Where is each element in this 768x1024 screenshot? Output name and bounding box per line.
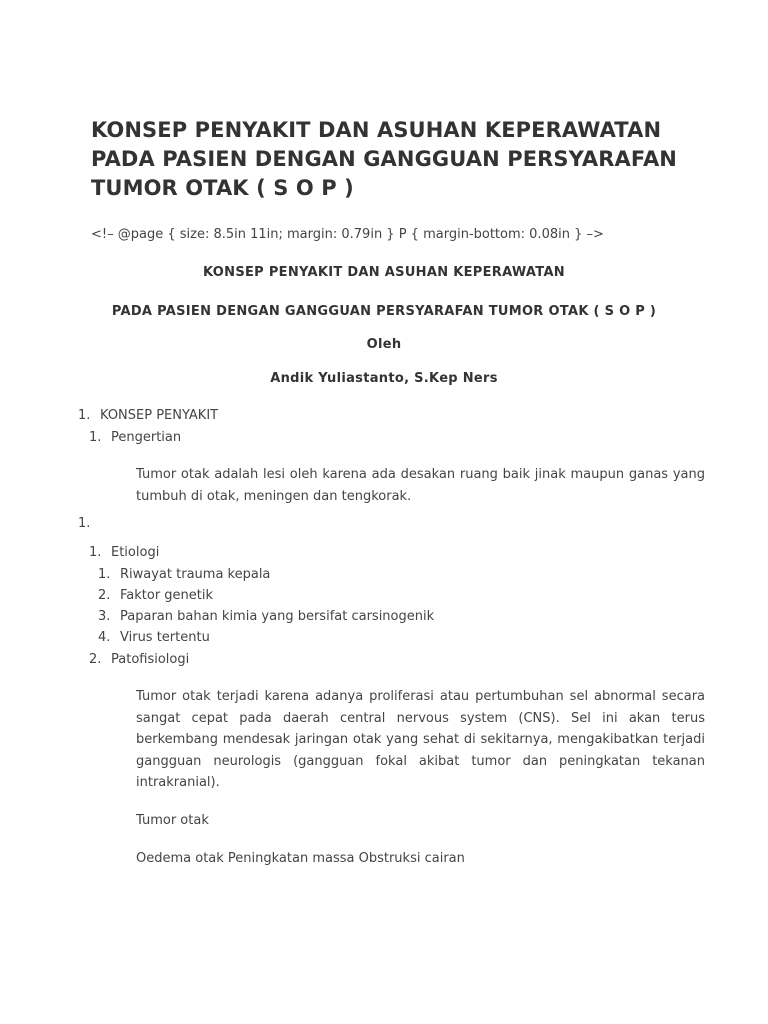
etiologi-item — [98, 627, 210, 648]
list-item-patofisiologi — [89, 649, 189, 670]
oedema-line: Oedema otak Peningkatan massa Obstruksi cairan — [136, 851, 465, 866]
list-label: Etiologi — [111, 545, 160, 560]
list-number: 1. — [78, 408, 91, 423]
list-item-empty — [78, 513, 100, 534]
byline-oleh: Oleh — [366, 337, 402, 352]
author-name: Andik Yuliastanto, S.Kep Ners — [270, 371, 498, 386]
heading-pasien: PADA PASIEN DENGAN GANGGUAN PERSYARAFAN TUMOR OTAK ( S O P ) — [111, 304, 657, 319]
list-number: 4. — [98, 630, 111, 645]
list-number: 2. — [98, 588, 111, 603]
etiologi-item — [98, 606, 434, 627]
tumor-otak-label: Tumor otak — [136, 813, 209, 828]
etiologi-item — [98, 585, 213, 606]
list-number: 3. — [98, 609, 111, 624]
title-line-1: KONSEP PENYAKIT DAN ASUHAN KEPERAWATAN — [91, 118, 662, 142]
list-label: Faktor genetik — [120, 588, 214, 603]
heading-konsep: KONSEP PENYAKIT DAN ASUHAN KEPERAWATAN — [203, 265, 565, 280]
list-item-etiologi — [89, 542, 159, 563]
list-label: Riwayat trauma kepala — [120, 567, 271, 582]
list-label: Paparan bahan kimia yang bersifat carsinogenik — [120, 609, 435, 624]
list-number: 1. — [78, 516, 91, 531]
list-number: 2. — [89, 652, 102, 667]
list-label: Patofisiologi — [111, 652, 190, 667]
list-item-konsep-penyakit — [78, 405, 218, 426]
document-title — [91, 116, 711, 203]
title-line-3: TUMOR OTAK ( S O P ) — [91, 176, 354, 200]
css-comment-text: <!– @page { size: 8.5in 11in; margin: 0.79in } P { margin-bottom: 0.08in } –> — [91, 227, 604, 242]
title-line-2: PADA PASIEN DENGAN GANGGUAN PERSYARAFAN — [91, 147, 677, 171]
list-number: 1. — [89, 545, 102, 560]
list-label: KONSEP PENYAKIT — [100, 408, 219, 423]
etiologi-item — [98, 564, 270, 585]
list-number: 1. — [98, 567, 111, 582]
list-number: 1. — [89, 430, 102, 445]
list-label: Virus tertentu — [120, 630, 210, 645]
patofisiologi-paragraph: Tumor otak terjadi karena adanya proliferasi atau pertumbuhan sel abnormal secara sangat cepat pada daerah central nervous system (CNS). Sel ini akan terus berkembang mendesak jaringan otak yang sehat di sekitarnya, mengakibatkan terjadi gangguan neurologis (gangguan fokal akibat tumor dan peningkatan tekanan intrakranial). — [136, 689, 705, 790]
list-item-pengertian — [89, 427, 181, 448]
list-label: Pengertian — [111, 430, 182, 445]
pengertian-paragraph: Tumor otak adalah lesi oleh karena ada desakan ruang baik jinak maupun ganas yang tumbuh di otak, meningen dan tengkorak. — [136, 467, 705, 504]
